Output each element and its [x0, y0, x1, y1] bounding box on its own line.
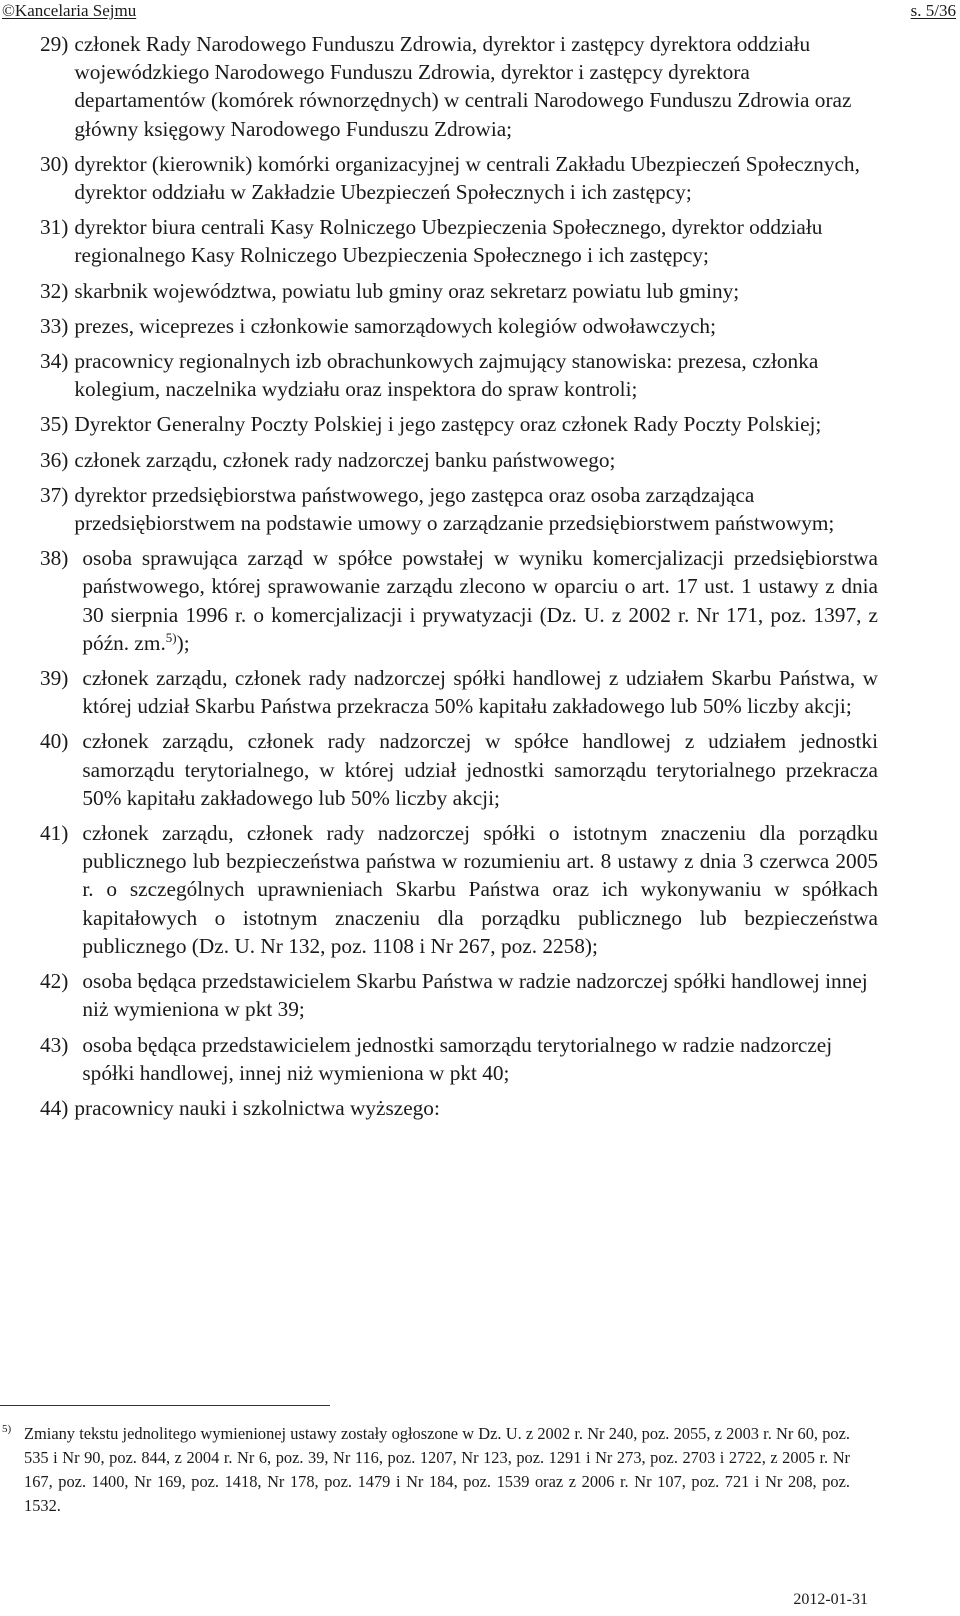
- item-text: pracownicy regionalnych izb obrachunkowych zajmujący stanowiska: prezesa, członka kolegium, naczelnika wydziału oraz inspektora do spraw kontroli;: [74, 349, 819, 402]
- list-item: [40, 1094, 878, 1122]
- list-item: [40, 213, 878, 269]
- item-text: pracownicy nauki i szkolnictwa wyższego:: [74, 1095, 440, 1120]
- item-number: 44): [40, 1095, 69, 1120]
- list-item: [40, 481, 878, 537]
- list-item: [40, 312, 878, 340]
- list-item: [40, 664, 878, 720]
- item-text: Dyrektor Generalny Poczty Polskiej i jego zastępcy oraz członek Rady Poczty Polskiej;: [74, 412, 822, 437]
- item-text: członek zarządu, członek rady nadzorczej w spółce handlowej z udziałem jednostki samorządu terytorialnego, w której udział jednostki samorządu terytorialnego przekracza 50% kapitału zakładowego lub 50% liczby akcji;: [82, 729, 878, 810]
- list-item: [40, 1031, 878, 1087]
- list-item: [40, 446, 878, 474]
- list-item: [40, 544, 878, 657]
- item-number: 36): [40, 447, 69, 472]
- item-text: członek Rady Narodowego Funduszu Zdrowia, dyrektor i zastępcy dyrektora oddziału wojewódzkiego Narodowego Funduszu Zdrowia, dyrektor i zastępcy dyrektora departamentów (komórek równorzędnych) w centrali Narodowego Funduszu Zdrowia oraz główny księgowy Narodowego Funduszu Zdrowia;: [74, 32, 852, 141]
- list-item: [40, 967, 878, 1023]
- item-number: 31): [40, 215, 69, 240]
- list-item: [40, 150, 878, 206]
- provision-list: [40, 30, 878, 1129]
- list-item: [40, 30, 878, 143]
- item-text: prezes, wiceprezes i członkowie samorządowych kolegiów odwoławczych;: [74, 313, 717, 338]
- footnote: [0, 1422, 850, 1518]
- item-text: dyrektor (kierownik) komórki organizacyjnej w centrali Zakładu Ubezpieczeń Społecznych, dyrektor oddziału w Zakładzie Ubezpieczeń Społecznych i ich zastępcy;: [74, 151, 860, 205]
- list-item: [40, 819, 878, 960]
- item-text: członek zarządu, członek rady nadzorczej spółki o istotnym znaczeniu dla porządku publicznego lub bezpieczeństwa państwa w rozumieniu art. 8 ustawy z dnia 3 czerwca 2005 r. o szczególnych uprawnieniach Skarbu Państwa oraz ich wykonywaniu w spółkach kapitałowych o istotnym znaczeniu dla porządku publicznego lub bezpieczeństwa publicznego (Dz. U. Nr 132, poz. 1108 i Nr 267, poz. 2258);: [82, 821, 878, 958]
- item-text: osoba sprawująca zarząd w spółce powstałej w wyniku komercjalizacji przedsiębiorstwa państwowego, której sprawowanie zarządu zlecono w oparciu o art. 17 ust. 1 ustawy z dnia 30 sierpnia 1996 r. o komercjalizacji i prywatyzacji (Dz. U. z 2002 r. Nr 171, poz. 1397, z późn. zm.$^{5)}$);: [82, 546, 878, 655]
- item-text: dyrektor biura centrali Kasy Rolniczego Ubezpieczenia Społecznego, dyrektor oddziału regionalnego Kasy Rolniczego Ubezpieczenia Społecznego i ich zastępcy;: [74, 215, 823, 268]
- item-number: 29): [40, 32, 69, 56]
- item-number: 43): [40, 1032, 69, 1057]
- footer-date: 2012-01-31: [793, 1591, 868, 1608]
- item-text: członek zarządu, członek rady nadzorczej spółki handlowej z udziałem Skarbu Państwa, w której udział Skarbu Państwa przekracza 50% kapitału zakładowego lub 50% liczby akcji;: [82, 666, 878, 719]
- item-text: osoba będąca przedstawicielem Skarbu Państwa w radzie nadzorczej spółki handlowej innej niż wymieniona w pkt 39;: [82, 969, 868, 1022]
- item-number: 41): [40, 821, 69, 846]
- list-item: [40, 727, 878, 812]
- header-page-number: s. 5/36: [910, 1, 956, 20]
- list-item: [40, 277, 878, 305]
- item-number: 33): [40, 313, 69, 338]
- footnote-mark: 5): [2, 1423, 12, 1435]
- item-text: skarbnik województwa, powiatu lub gminy oraz sekretarz powiatu lub gminy;: [74, 278, 740, 303]
- item-number: 38): [40, 546, 69, 571]
- item-text: członek zarządu, członek rady nadzorczej banku państwowego;: [74, 447, 616, 472]
- list-item: [40, 410, 878, 438]
- item-number: 34): [40, 349, 69, 374]
- item-number: 30): [40, 151, 69, 176]
- footnote-separator: [0, 1405, 330, 1406]
- list-item: [40, 347, 878, 403]
- item-number: 39): [40, 666, 69, 691]
- item-number: 37): [40, 482, 69, 507]
- item-number: 42): [40, 969, 69, 994]
- item-text: dyrektor przedsiębiorstwa państwowego, jego zastępca oraz osoba zarządzająca przedsiębiorstwem na podstawie umowy o zarządzanie przedsiębiorstwem państwowym;: [74, 482, 835, 536]
- item-text: osoba będąca przedstawicielem jednostki samorządu terytorialnego w radzie nadzorczej spółki handlowej, innej niż wymieniona w pkt 40;: [82, 1032, 833, 1085]
- item-number: 40): [40, 729, 69, 754]
- item-number: 35): [40, 412, 69, 437]
- footnote-reference: 5): [165, 629, 177, 645]
- item-number: 32): [40, 278, 69, 303]
- footnote-text: Zmiany tekstu jednolitego wymienionej ustawy zostały ogłoszone w Dz. U. z 2002 r. Nr 240, poz. 2055, z 2003 r. Nr 60, poz. 535 i Nr 90, poz. 844, z 2004 r. Nr 6, poz. 39, Nr 116, poz. 1207, Nr 123, poz. 1291 i Nr 273, poz. 2703 i 2722, z 2005 r. Nr 167, poz. 1400, Nr 169, poz. 1418, Nr 178, poz. 1479 i Nr 184, poz. 1539 oraz z 2006 r. Nr 107, poz. 721 i Nr 208, poz. 1532.: [24, 1424, 850, 1515]
- header-source: ©Kancelaria Sejmu: [2, 1, 137, 20]
